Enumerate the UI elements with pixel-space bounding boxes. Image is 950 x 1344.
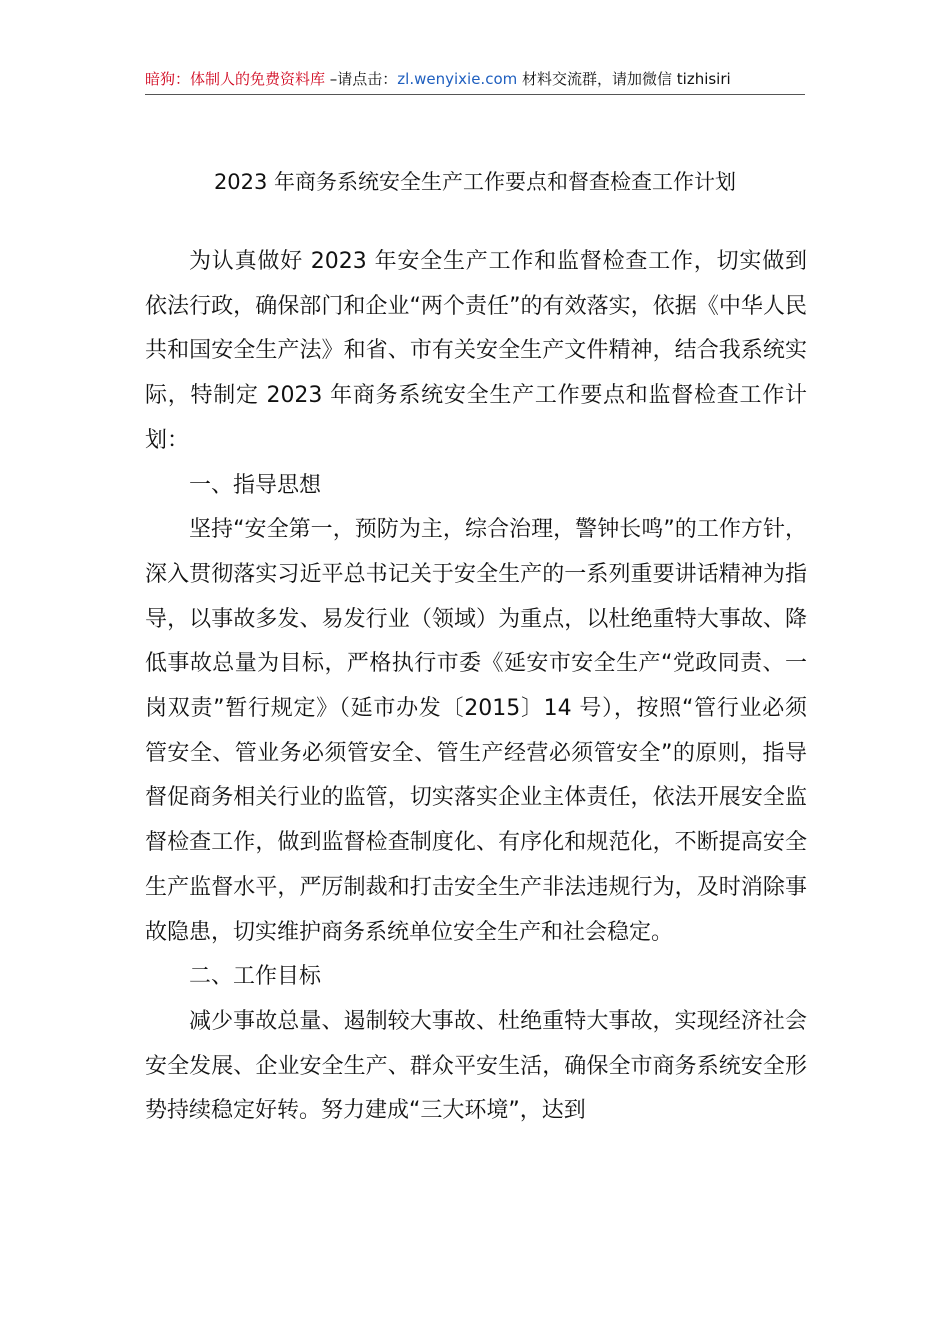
header-brand: 暗狗：体制人的免费资料库 [145, 70, 326, 88]
header-contact: 材料交流群，请加微信 tizhisiri [517, 70, 731, 88]
section-heading-guiding-ideology: 一、指导思想 [189, 472, 322, 498]
document-title: 2023 年商务系统安全生产工作要点和督查检查工作计划 [213, 170, 737, 194]
section-heading-work-goals: 二、工作目标 [189, 964, 322, 990]
section-paragraph-work-goals: 减少事故总量、遏制较大事故、杜绝重特大事故，实现经济社会安全发展、企业安全生产、群众平安生活，确保全市商务系统安全形势持续稳定好转。努力建成“三大环境”，达到 [145, 1008, 807, 1124]
header-click-prefix: –请点击： [325, 70, 398, 88]
page-header [145, 64, 805, 95]
intro-paragraph: 为认真做好 2023 年安全生产工作和监督检查工作，切实做到依法行政，确保部门和企业“两个责任”的有效落实，依据《中华人民共和国安全生产法》和省、市有关安全生产文件精神，结合我系统实际，特制定 2023 年商务系统安全生产工作要点和监督检查工作计划： [145, 249, 807, 453]
section-paragraph-guiding-ideology: 坚持“安全第一，预防为主，综合治理，警钟长鸣”的工作方针，深入贯彻落实习近平总书记关于安全生产的一系列重要讲话精神为指导，以事故多发、易发行业（领域）为重点，以杜绝重特大事故、降低事故总量为目标，严格执行市委《延安市安全生产“党政同责、一岗双责”暂行规定》（延市办发〔2015〕14 号），按照“管行业必须管安全、管业务必须管安全、管生产经营必须管安全”的原则，指导督促商务相关行业的监管，切实落实企业主体责任，依法开展安全监督检查工作，做到监督检查制度化、有序化和规范化，不断提高安全生产监督水平，严厉制裁和打击安全生产非法违规行为，及时消除事故隐患，切实维护商务系统单位安全生产和社会稳定。 [145, 517, 807, 945]
header-url-link[interactable]: zl.wenyixie.com [397, 70, 518, 88]
document-body [145, 240, 807, 1134]
